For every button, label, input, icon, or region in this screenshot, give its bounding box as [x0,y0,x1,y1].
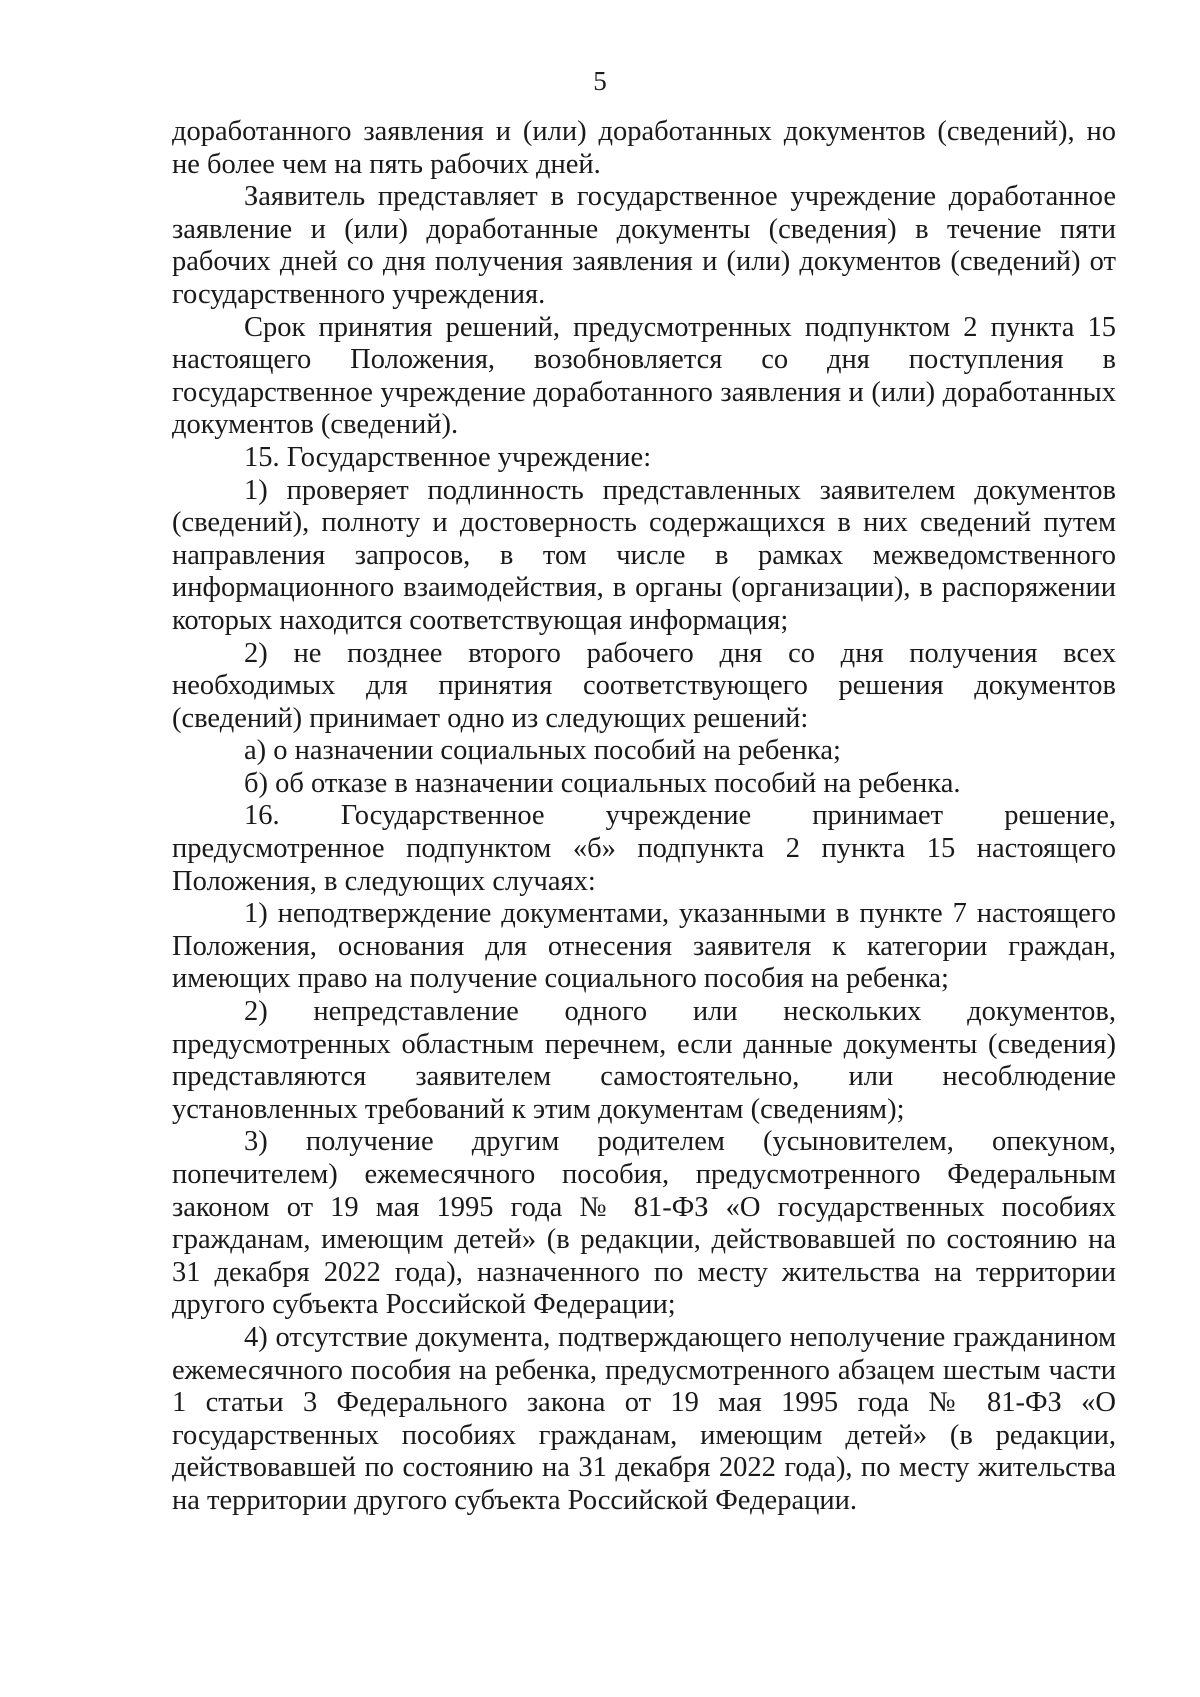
paragraph-applicant-submits: Заявитель представляет в государственное учреждение доработанное заявление и (или) доработанные документы (сведения) в течение пяти рабочих дней со дня получения заявления и (или) документов (сведений) от государственного учреждения. [172,181,1116,310]
paragraph-item-15-2-a: а) о назначении социальных пособий на ребенка; [244,735,841,767]
paragraph-item-16-1: 1) неподтверждение документами, указанными в пункте 7 настоящего Положения, основания для отнесения заявителя к категории граждан, имеющих право на получение социального пособия на ребенка; [172,898,1116,995]
paragraph-item-16-4: 4) отсутствие документа, подтверждающего неполучение гражданином ежемесячного пособия на ребенка, предусмотренного абзацем шестым части 1 статьи 3 Федерального закона от 19 мая 1995 года № 81-ФЗ «О государственных пособиях гражданам, имеющим детей» (в редакции, действовавшей по состоянию на 31 декабря 2022 года), по месту жительства на территории другого субъекта Российской Федерации. [172,1321,1116,1516]
page-number: 5 [593,66,607,96]
paragraph-item-16-2: 2) непредставление одного или нескольких документов, предусмотренных областным перечнем, если данные документы (сведения) представляются заявителем самостоятельно, или несоблюдение установленных требований к этим документам (сведениям); [172,996,1116,1125]
paragraph-item-15-heading: 15. Государственное учреждение: [244,441,652,473]
paragraph-continuation: доработанного заявления и (или) доработанных документов (сведений), но не более чем на пять рабочих дней. [172,116,1116,180]
paragraph-item-16-heading: 16. Государственное учреждение принимает решение, предусмотренное подпунктом «б» подпункта 2 пункта 15 настоящего Положения, в следующих случаях: [172,800,1116,897]
paragraph-item-15-2-b: б) об отказе в назначении социальных пособий на ребенка. [244,767,961,799]
paragraph-deadline-resumes: Срок принятия решений, предусмотренных подпунктом 2 пункта 15 настоящего Положения, возобновляется со дня поступления в государственное учреждение доработанного заявления и (или) доработанных документов (сведений). [172,311,1116,441]
paragraph-item-15-2: 2) не позднее второго рабочего дня со дня получения всех необходимых для принятия соответствующего решения документов (сведений) принимает одно из следующих решений: [172,637,1116,734]
paragraph-item-15-1: 1) проверяет подлинность представленных заявителем документов (сведений), полноту и достоверность содержащихся в них сведений путем направления запросов, в том числе в рамках межведомственного информационного взаимодействия, в органы (организации), в распоряжении которых находится соответствующая информация; [172,474,1116,636]
paragraph-item-16-3: 3) получение другим родителем (усыновителем, опекуном, попечителем) ежемесячного пособия, предусмотренного Федеральным законом от 19 мая 1995 года № 81-ФЗ «О государственных пособиях гражданам, имеющим детей» (в редакции, действовавшей по состоянию на 31 декабря 2022 года), назначенного по месту жительства на территории другого субъекта Российской Федерации; [172,1126,1116,1321]
document-body [172,116,1116,1518]
